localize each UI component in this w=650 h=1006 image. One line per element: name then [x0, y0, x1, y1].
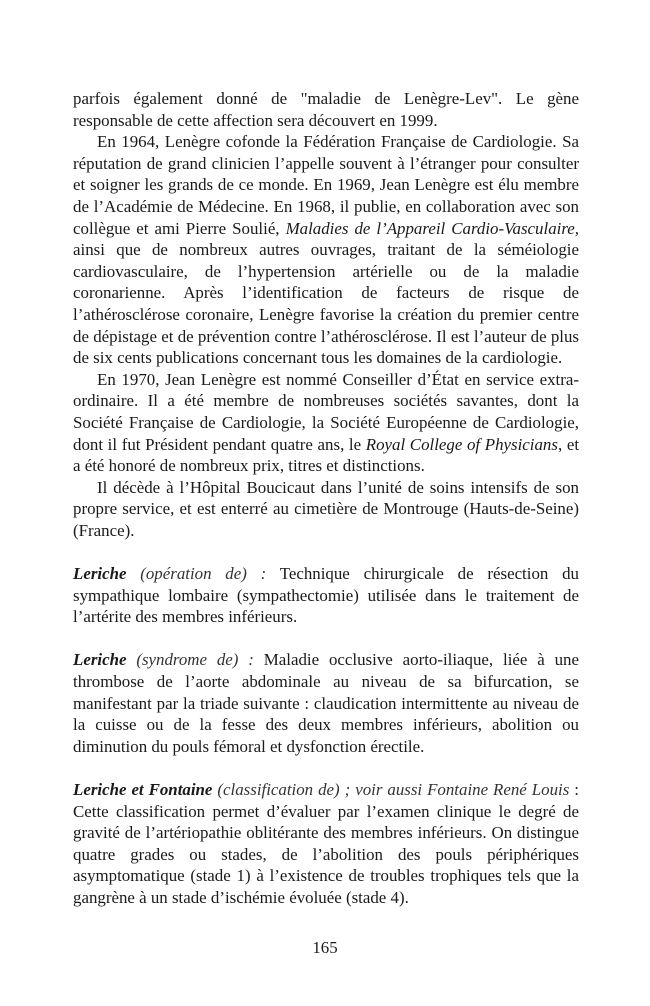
page-number: 165 [312, 938, 338, 957]
paragraph-continuation [73, 88, 579, 131]
paragraph-1964 [73, 131, 579, 369]
institution-name: Royal College of Physicians [365, 434, 558, 454]
paragraph-text: parfois également donné de "maladie de Lenègre-Lev". Le gène responsable de cette affection sera découvert en 1999. [73, 89, 579, 130]
paragraph-text: Il décède à l’Hôpital Boucicaut dans l’unité de soins intensifs de son propre service, et est enterré au cimetière de Montrouge (Hauts-de-Seine) (France). [73, 477, 579, 540]
entry-body: : Cette classification permet d’évaluer par l’examen clinique le degré de gravité de l’artériopathie oblitérante des membres inférieurs. On distingue quatre grades ou stades, de l’abolition des pouls périphériques asymptomatique (stade 1) à l’existence de troubles trophiques tels que la gangrène à un stade d’ischémie évoluée (stade 4). [73, 780, 579, 907]
entry-body: Maladie occlusive aorto-iliaque, liée à une thrombose de l’aorte abdominale au niveau de sa bifurcation, se manifestant par la triade suivante : claudication intermittente au niveau de la cuisse ou de la fesse des deux membres inférieurs, abolition ou diminution du pouls fémoral et dysfonction érectile. [73, 650, 579, 756]
book-title: Maladies de l’Appareil Cardio-Vasculaire, [285, 218, 579, 238]
paragraph-death [73, 477, 579, 542]
page-body [73, 88, 579, 909]
paragraph-text: En 1970, Jean Lenègre est nommé Conseiller d’État en service extra-ordinaire. Il a été membre de nombreuses sociétés savantes, dont la Société Française de Cardiologie, la Société Européenne de Cardiologie, dont il fut Président pendant quatre ans, le [73, 369, 579, 454]
paragraph-text: ainsi que de nombreux autres ouvrages, traitant de la séméiologie cardiovasculaire, de l’hypertension artérielle ou de la maladie coronarienne. Après l’identification de facteurs de risque de l’athérosclérose coronaire, Lenègre favorise la création du premier centre de dépistage et de prévention contre l’athérosclérose. Il est l’auteur de plus de six cents publications concernant tous les domaines de la cardiologie. [73, 240, 579, 368]
entry-qualifier: (opération de) : [126, 564, 267, 584]
paragraph-text: En 1964, Lenègre cofonde la Fédération Française de Cardiologie. Sa réputation de grand clinicien l’appelle souvent à l’étranger pour consulter et soigner les grands de ce monde. En 1969, Jean Lenègre est élu membre de l’Académie de Médecine. En 1968, il publie, en collaboration avec son collègue et ami Pierre Soulié, [73, 132, 579, 238]
paragraph-1970 [73, 369, 579, 477]
entry-term: Leriche et Fontaine [73, 780, 213, 799]
entry-leriche-operation [73, 563, 579, 628]
entry-term: Leriche [73, 650, 127, 670]
entry-term: Leriche [73, 564, 127, 584]
entry-leriche-fontaine [73, 779, 579, 909]
entry-leriche-syndrome [73, 649, 579, 757]
entry-body: Technique chirurgicale de résection du sympathique lombaire (sympathectomie) utilisée dans le traitement de l’artérite des membres inférieurs. [73, 564, 579, 627]
entry-qualifier: (classification de) ; voir aussi Fontaine René Louis [212, 780, 570, 799]
entry-qualifier: (syndrome de) : [126, 650, 254, 670]
paragraph-text: , et a été honoré de nombreux prix, titres et distinctions. [73, 434, 580, 476]
